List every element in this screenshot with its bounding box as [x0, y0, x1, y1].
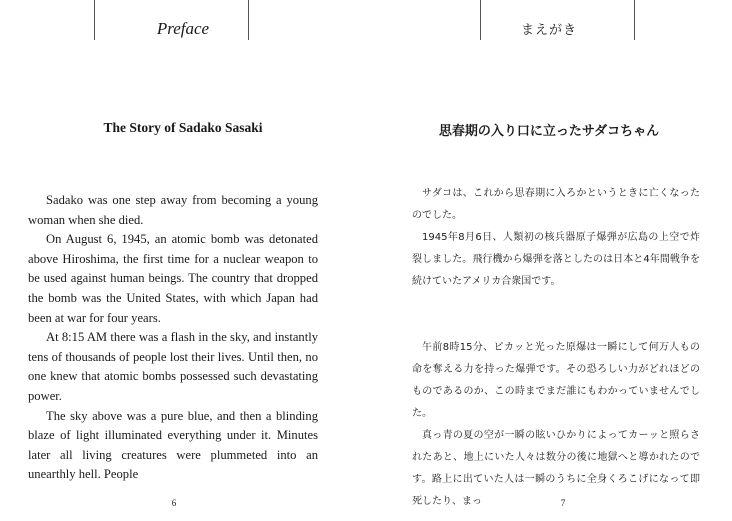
right-page-body: [412, 183, 700, 513]
right-page-number: 7: [560, 498, 566, 508]
paragraph: On August 6, 1945, an atomic bomb was detonated above Hiroshima, the first time for a nuclear weapon to be used against human beings. The country that dropped the bomb was the United States, with which Japan had been at war for four years.: [28, 232, 318, 325]
paragraph-gap: [412, 293, 700, 315]
paragraph-gap: [412, 315, 700, 337]
right-page-header: まえがき: [520, 22, 577, 37]
left-page-number: 6: [171, 498, 177, 508]
right-page-title: 思春期の入り口に立ったサダコちゃん: [438, 123, 660, 138]
paragraph: 真っ青の夏の空が一瞬の眩いひかりによってカーッと照らされたあと、地上にいた人々は数分の後に地獄へと導かれたのです。路上に出ていた人は一瞬のうちに全身くろこげになって即死したり、まっ: [412, 430, 700, 507]
paragraph: 午前8時15分、ピカッと光った原爆は一瞬にして何万人もの命を奪える力を持った爆弾です。その恐ろしい力がどれほどのものであるのか、この時までまだ誰にもわかっていませんでした。: [412, 342, 700, 419]
paragraph: At 8:15 AM there was a flash in the sky, and instantly tens of thousands of people lost their lives. Until then, no one knew that atomic bombs possessed such devastating power.: [28, 330, 318, 403]
left-page-title: The Story of Sadako Sasaki: [103, 120, 263, 135]
paragraph: 1945年8月6日、人類初の核兵器原子爆弾が広島の上空で炸裂しました。飛行機から爆弾を落としたのは日本と4年間戦争を続けていたアメリカ合衆国です。: [412, 232, 700, 287]
paragraph: サダコは、これから思春期に入ろかというときに亡くなったのでした。: [412, 188, 700, 221]
left-page-header: Preface: [156, 19, 210, 38]
paragraph: Sadako was one step away from becoming a young woman when she died.: [28, 193, 318, 227]
paragraph: The sky above was a pure blue, and then a blinding blaze of light illuminated everything under it. Minutes later all living creatures were plummeted into an unearthly hell. People: [28, 408, 318, 482]
left-page-body: [28, 191, 318, 485]
